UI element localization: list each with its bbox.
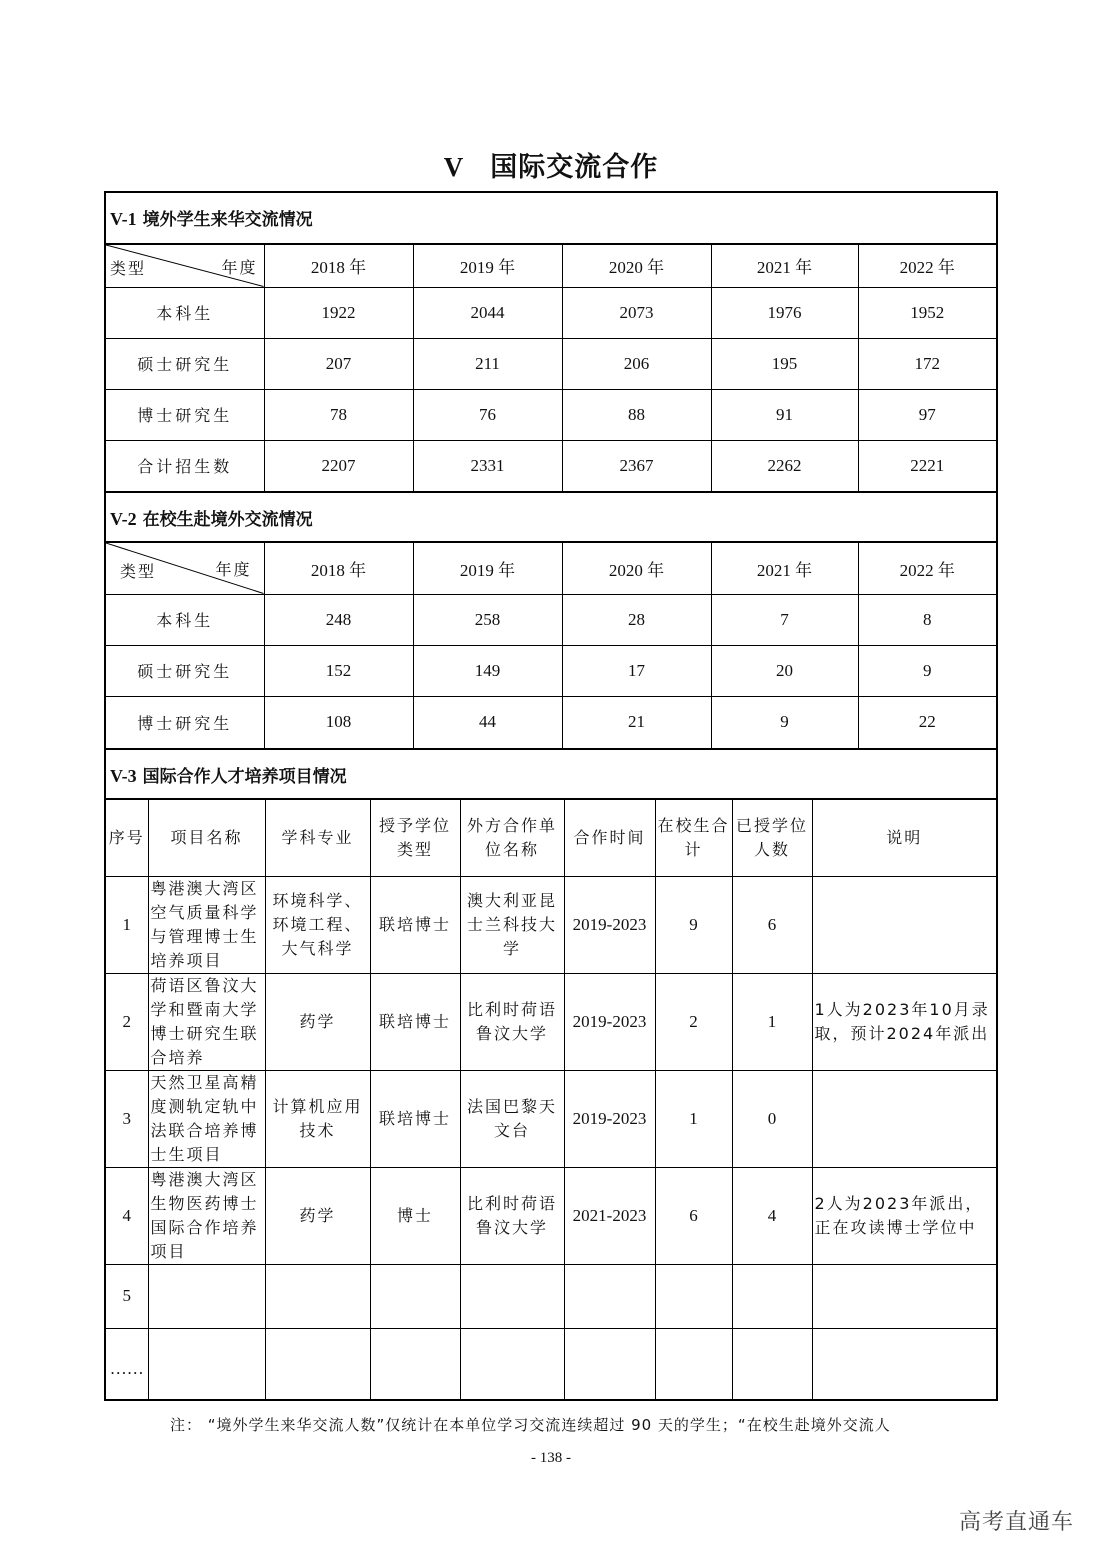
cell-value: 97 [858, 389, 996, 440]
cell-degree: 联培博士 [370, 1070, 460, 1167]
table-row [106, 1070, 996, 1167]
v1-year-header: 2019 年 [413, 245, 562, 287]
cell-note [812, 1070, 996, 1167]
cell-value: 149 [413, 645, 562, 696]
row-label: 合计招生数 [106, 440, 264, 491]
cell-value: 207 [264, 338, 413, 389]
v3-header-row [106, 800, 996, 876]
cell-partner: 比利时荷语鲁汶大学 [460, 1167, 564, 1264]
v2-year-header: 2018 年 [264, 543, 413, 594]
cell-partner: 比利时荷语鲁汶大学 [460, 973, 564, 1070]
row-label: 本科生 [106, 287, 264, 338]
cell-value: 248 [264, 594, 413, 645]
v1-year-header: 2022 年 [858, 245, 996, 287]
page-title [0, 145, 1102, 184]
v2-year-header: 2021 年 [711, 543, 858, 594]
cell-students [655, 1328, 732, 1399]
cell-no: 2 [106, 973, 148, 1070]
cell-value: 8 [858, 594, 996, 645]
page-number: - 138 - [531, 1450, 571, 1466]
v2-header-row [106, 543, 996, 594]
cell-granted: 4 [732, 1167, 812, 1264]
v1-year-header: 2021 年 [711, 245, 858, 287]
cell-value: 2331 [413, 440, 562, 491]
table-row [106, 338, 996, 389]
col-header-granted: 已授学位人数 [732, 800, 812, 876]
cell-value: 22 [858, 696, 996, 748]
cell-value: 2073 [562, 287, 711, 338]
cell-value: 1976 [711, 287, 858, 338]
cell-granted: 1 [732, 973, 812, 1070]
v2-year-label: 年度 [215, 560, 252, 579]
cell-degree: 联培博士 [370, 973, 460, 1070]
cell-value: 88 [562, 389, 711, 440]
main-table-frame [104, 191, 998, 1401]
v3-table [106, 800, 996, 1399]
cell-degree [370, 1264, 460, 1328]
cell-value: 2221 [858, 440, 996, 491]
v2-section-title [106, 491, 996, 543]
cell-students: 6 [655, 1167, 732, 1264]
col-header-period: 合作时间 [564, 800, 655, 876]
row-label: 博士研究生 [106, 389, 264, 440]
cell-value: 2262 [711, 440, 858, 491]
v1-table [106, 245, 996, 491]
cell-granted [732, 1264, 812, 1328]
cell-degree: 博士 [370, 1167, 460, 1264]
v1-code: V-1 [110, 209, 137, 229]
section-number: V [443, 152, 465, 182]
cell-note [812, 876, 996, 973]
cell-value: 21 [562, 696, 711, 748]
row-label: 硕士研究生 [106, 338, 264, 389]
v1-header-row [106, 245, 996, 287]
v2-year-header: 2019 年 [413, 543, 562, 594]
v1-title: 境外学生来华交流情况 [142, 210, 313, 230]
cell-value: 152 [264, 645, 413, 696]
cell-no: 5 [106, 1264, 148, 1328]
cell-value: 9 [711, 696, 858, 748]
cell-students: 2 [655, 973, 732, 1070]
cell-major: 计算机应用技术 [265, 1070, 370, 1167]
table-row [106, 287, 996, 338]
cell-period [564, 1264, 655, 1328]
cell-value: 1952 [858, 287, 996, 338]
v1-diag-header [106, 245, 264, 287]
cell-period: 2019-2023 [564, 973, 655, 1070]
table-row [106, 696, 996, 748]
table-row [106, 1264, 996, 1328]
cell-value: 206 [562, 338, 711, 389]
col-header-degree: 授予学位类型 [370, 800, 460, 876]
cell-value: 44 [413, 696, 562, 748]
table-row [106, 973, 996, 1070]
cell-value: 2044 [413, 287, 562, 338]
v2-year-header: 2020 年 [562, 543, 711, 594]
cell-value: 1922 [264, 287, 413, 338]
cell-value: 108 [264, 696, 413, 748]
v2-year-header: 2022 年 [858, 543, 996, 594]
cell-value: 76 [413, 389, 562, 440]
table-row [106, 594, 996, 645]
table-row [106, 440, 996, 491]
cell-granted: 0 [732, 1070, 812, 1167]
v2-type-label: 类型 [120, 561, 157, 581]
cell-no: 4 [106, 1167, 148, 1264]
v1-year-header: 2018 年 [264, 245, 413, 287]
cell-period [564, 1328, 655, 1399]
cell-major: 药学 [265, 973, 370, 1070]
v1-section-title [106, 193, 996, 245]
cell-value: 2207 [264, 440, 413, 491]
cell-value: 172 [858, 338, 996, 389]
cell-students: 1 [655, 1070, 732, 1167]
row-label: 硕士研究生 [106, 645, 264, 696]
cell-name: 粤港澳大湾区空气质量科学与管理博士生培养项目 [148, 876, 265, 973]
cell-period: 2019-2023 [564, 1070, 655, 1167]
v1-year-header: 2020 年 [562, 245, 711, 287]
col-header-no: 序号 [106, 800, 148, 876]
cell-partner: 澳大利亚昆士兰科技大学 [460, 876, 564, 973]
v1-year-label: 年度 [221, 258, 258, 277]
cell-value: 9 [858, 645, 996, 696]
v1-type-label: 类型 [110, 258, 147, 278]
cell-name [148, 1328, 265, 1399]
cell-students: 9 [655, 876, 732, 973]
v3-code: V-3 [110, 766, 137, 786]
cell-name: 粤港澳大湾区生物医药博士国际合作培养项目 [148, 1167, 265, 1264]
table-row [106, 876, 996, 973]
col-header-major: 学科专业 [265, 800, 370, 876]
cell-partner [460, 1264, 564, 1328]
table-row [106, 389, 996, 440]
v3-section-title [106, 748, 996, 800]
cell-note: 1人为2023年10月录取，预计2024年派出 [812, 973, 996, 1070]
cell-name: 荷语区鲁汶大学和暨南大学博士研究生联合培养 [148, 973, 265, 1070]
cell-granted: 6 [732, 876, 812, 973]
cell-period: 2021-2023 [564, 1167, 655, 1264]
v2-title: 在校生赴境外交流情况 [142, 510, 313, 530]
row-label: 本科生 [106, 594, 264, 645]
cell-no: 3 [106, 1070, 148, 1167]
cell-note [812, 1264, 996, 1328]
cell-period: 2019-2023 [564, 876, 655, 973]
cell-value: 20 [711, 645, 858, 696]
cell-value: 211 [413, 338, 562, 389]
cell-value: 78 [264, 389, 413, 440]
cell-degree [370, 1328, 460, 1399]
cell-degree: 联培博士 [370, 876, 460, 973]
footnote: 注： “境外学生来华交流人数”仅统计在本单位学习交流连续超过 90 天的学生；“在校生赴境外交流人 [170, 1416, 891, 1434]
cell-major: 环境科学、环境工程、大气科学 [265, 876, 370, 973]
v3-title: 国际合作人才培养项目情况 [142, 767, 347, 787]
cell-partner: 法国巴黎天文台 [460, 1070, 564, 1167]
v2-diag-header [106, 543, 264, 594]
row-label: 博士研究生 [106, 696, 264, 748]
table-row [106, 1328, 996, 1399]
cell-major [265, 1328, 370, 1399]
cell-value: 28 [562, 594, 711, 645]
cell-major [265, 1264, 370, 1328]
table-row [106, 1167, 996, 1264]
col-header-note: 说明 [812, 800, 996, 876]
cell-name [148, 1264, 265, 1328]
cell-value: 258 [413, 594, 562, 645]
cell-students [655, 1264, 732, 1328]
cell-value: 7 [711, 594, 858, 645]
table-row [106, 645, 996, 696]
section-title: 国际交流合作 [490, 152, 659, 183]
cell-partner [460, 1328, 564, 1399]
cell-value: 2367 [562, 440, 711, 491]
cell-note: 2人为2023年派出，正在攻读博士学位中 [812, 1167, 996, 1264]
cell-major: 药学 [265, 1167, 370, 1264]
v2-code: V-2 [110, 509, 137, 529]
col-header-partner: 外方合作单位名称 [460, 800, 564, 876]
cell-name: 天然卫星高精度测轨定轨中法联合培养博士生项目 [148, 1070, 265, 1167]
cell-no: …… [106, 1328, 148, 1399]
col-header-students: 在校生合计 [655, 800, 732, 876]
v2-table [106, 543, 996, 748]
cell-no: 1 [106, 876, 148, 973]
cell-value: 17 [562, 645, 711, 696]
cell-granted [732, 1328, 812, 1399]
cell-value: 195 [711, 338, 858, 389]
watermark: 高考直通车 [958, 1510, 1074, 1535]
cell-value: 91 [711, 389, 858, 440]
cell-note [812, 1328, 996, 1399]
col-header-name: 项目名称 [148, 800, 265, 876]
